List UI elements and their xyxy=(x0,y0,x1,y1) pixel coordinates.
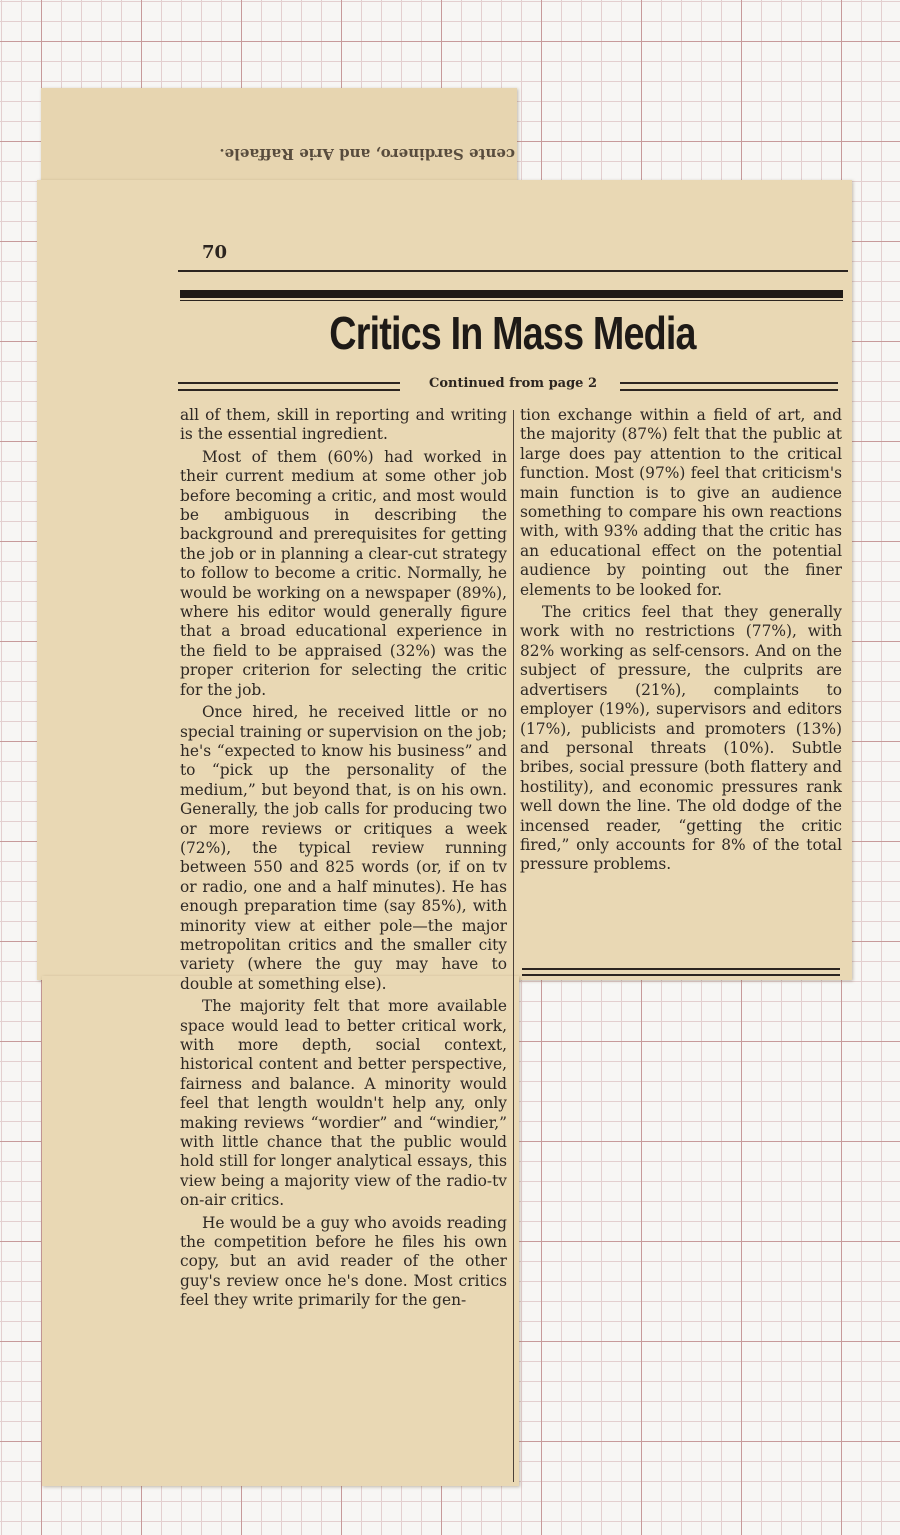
article-end-rule xyxy=(522,968,840,976)
clipping-strip-top xyxy=(41,88,517,188)
headline: Critics In Mass Media xyxy=(329,307,696,359)
continued-rule-right xyxy=(620,382,838,391)
upside-down-text: cente Sardinero, and Arie Raffaele. xyxy=(219,145,515,163)
headline-top-rule-thin xyxy=(180,300,843,301)
left-paragraph-2: Most of them (60%) had worked in their current medium at some other job before becoming a critic, and most would be ambiguous in describing the background and prerequisites for getting the job or in planning a clear-cut strategy to follow to become a critic. Normally, he would be working on a newspaper (89%), where his editor would generally figure that a broad educational experience in the field to be appraised (32%) was the proper criterion for selecting the critic for the job. xyxy=(180,447,507,699)
left-paragraph-1: all of them, skill in reporting and writing is the essential ingredient. xyxy=(180,406,507,444)
headline-top-rule xyxy=(180,290,843,298)
column-divider xyxy=(513,410,514,1482)
continued-rule-left xyxy=(178,382,400,391)
left-paragraph-3: Once hired, he received little or no special training or supervision on the job; he's “expected to know his business” and to “pick up the personality of the medium,” but beyond that, is on his own. Generally, the job calls for producing two or more reviews or critiques a week (72%), the typical review running between 550 and 825 words (or, if on tv or radio, one and a half minutes). He has enough preparation time (say 85%), with minority view at either pole—the major metropolitan critics and the smaller city variety (where the guy may have to double at something else). xyxy=(180,703,507,993)
page-number: 70 xyxy=(202,242,228,263)
right-paragraph-1: tion exchange within a field of art, and the majority (87%) felt that the public at large does pay attention to the critical function. Most (97%) feel that criticism's main function is to give an audience something to compare his own reactions with, with 93% adding that the critic has an educational effect on the potential audience by pointing out the finer elements to be looked for. xyxy=(520,406,842,599)
article-left-column xyxy=(180,406,507,1480)
article-right-column xyxy=(520,406,842,875)
header-rule xyxy=(178,270,848,272)
right-paragraph-2: The critics feel that they generally work with no restrictions (77%), with 82% working as self-censors. And on the subject of pressure, the culprits are advertisers (21%), complaints to employer (19%), supervisors and editors (17%), publicists and promoters (13%) and personal threats (10%). Subtle bribes, social pressure (both flattery and hostility), and economic pressures rank well down the line. The old dodge of the incensed reader, “getting the critic fired,” only accounts for 8% of the total pressure problems. xyxy=(520,603,842,874)
left-paragraph-4: The majority felt that more available space would lead to better critical work, with more depth, social context, historical content and better perspective, fairness and balance. A minority would feel that length wouldn't help any, only making reviews “wordier” and “windier,” with little chance that the public would hold still for longer analytical essays, this view being a majority view of the radio-tv on-air critics. xyxy=(180,997,507,1210)
continued-line: Continued from page 2 xyxy=(428,376,598,391)
left-paragraph-5: He would be a guy who avoids reading the competition before he files his own copy, but an avid reader of the other guy's review once he's done. Most critics feel they write primarily for the gen- xyxy=(180,1213,507,1310)
